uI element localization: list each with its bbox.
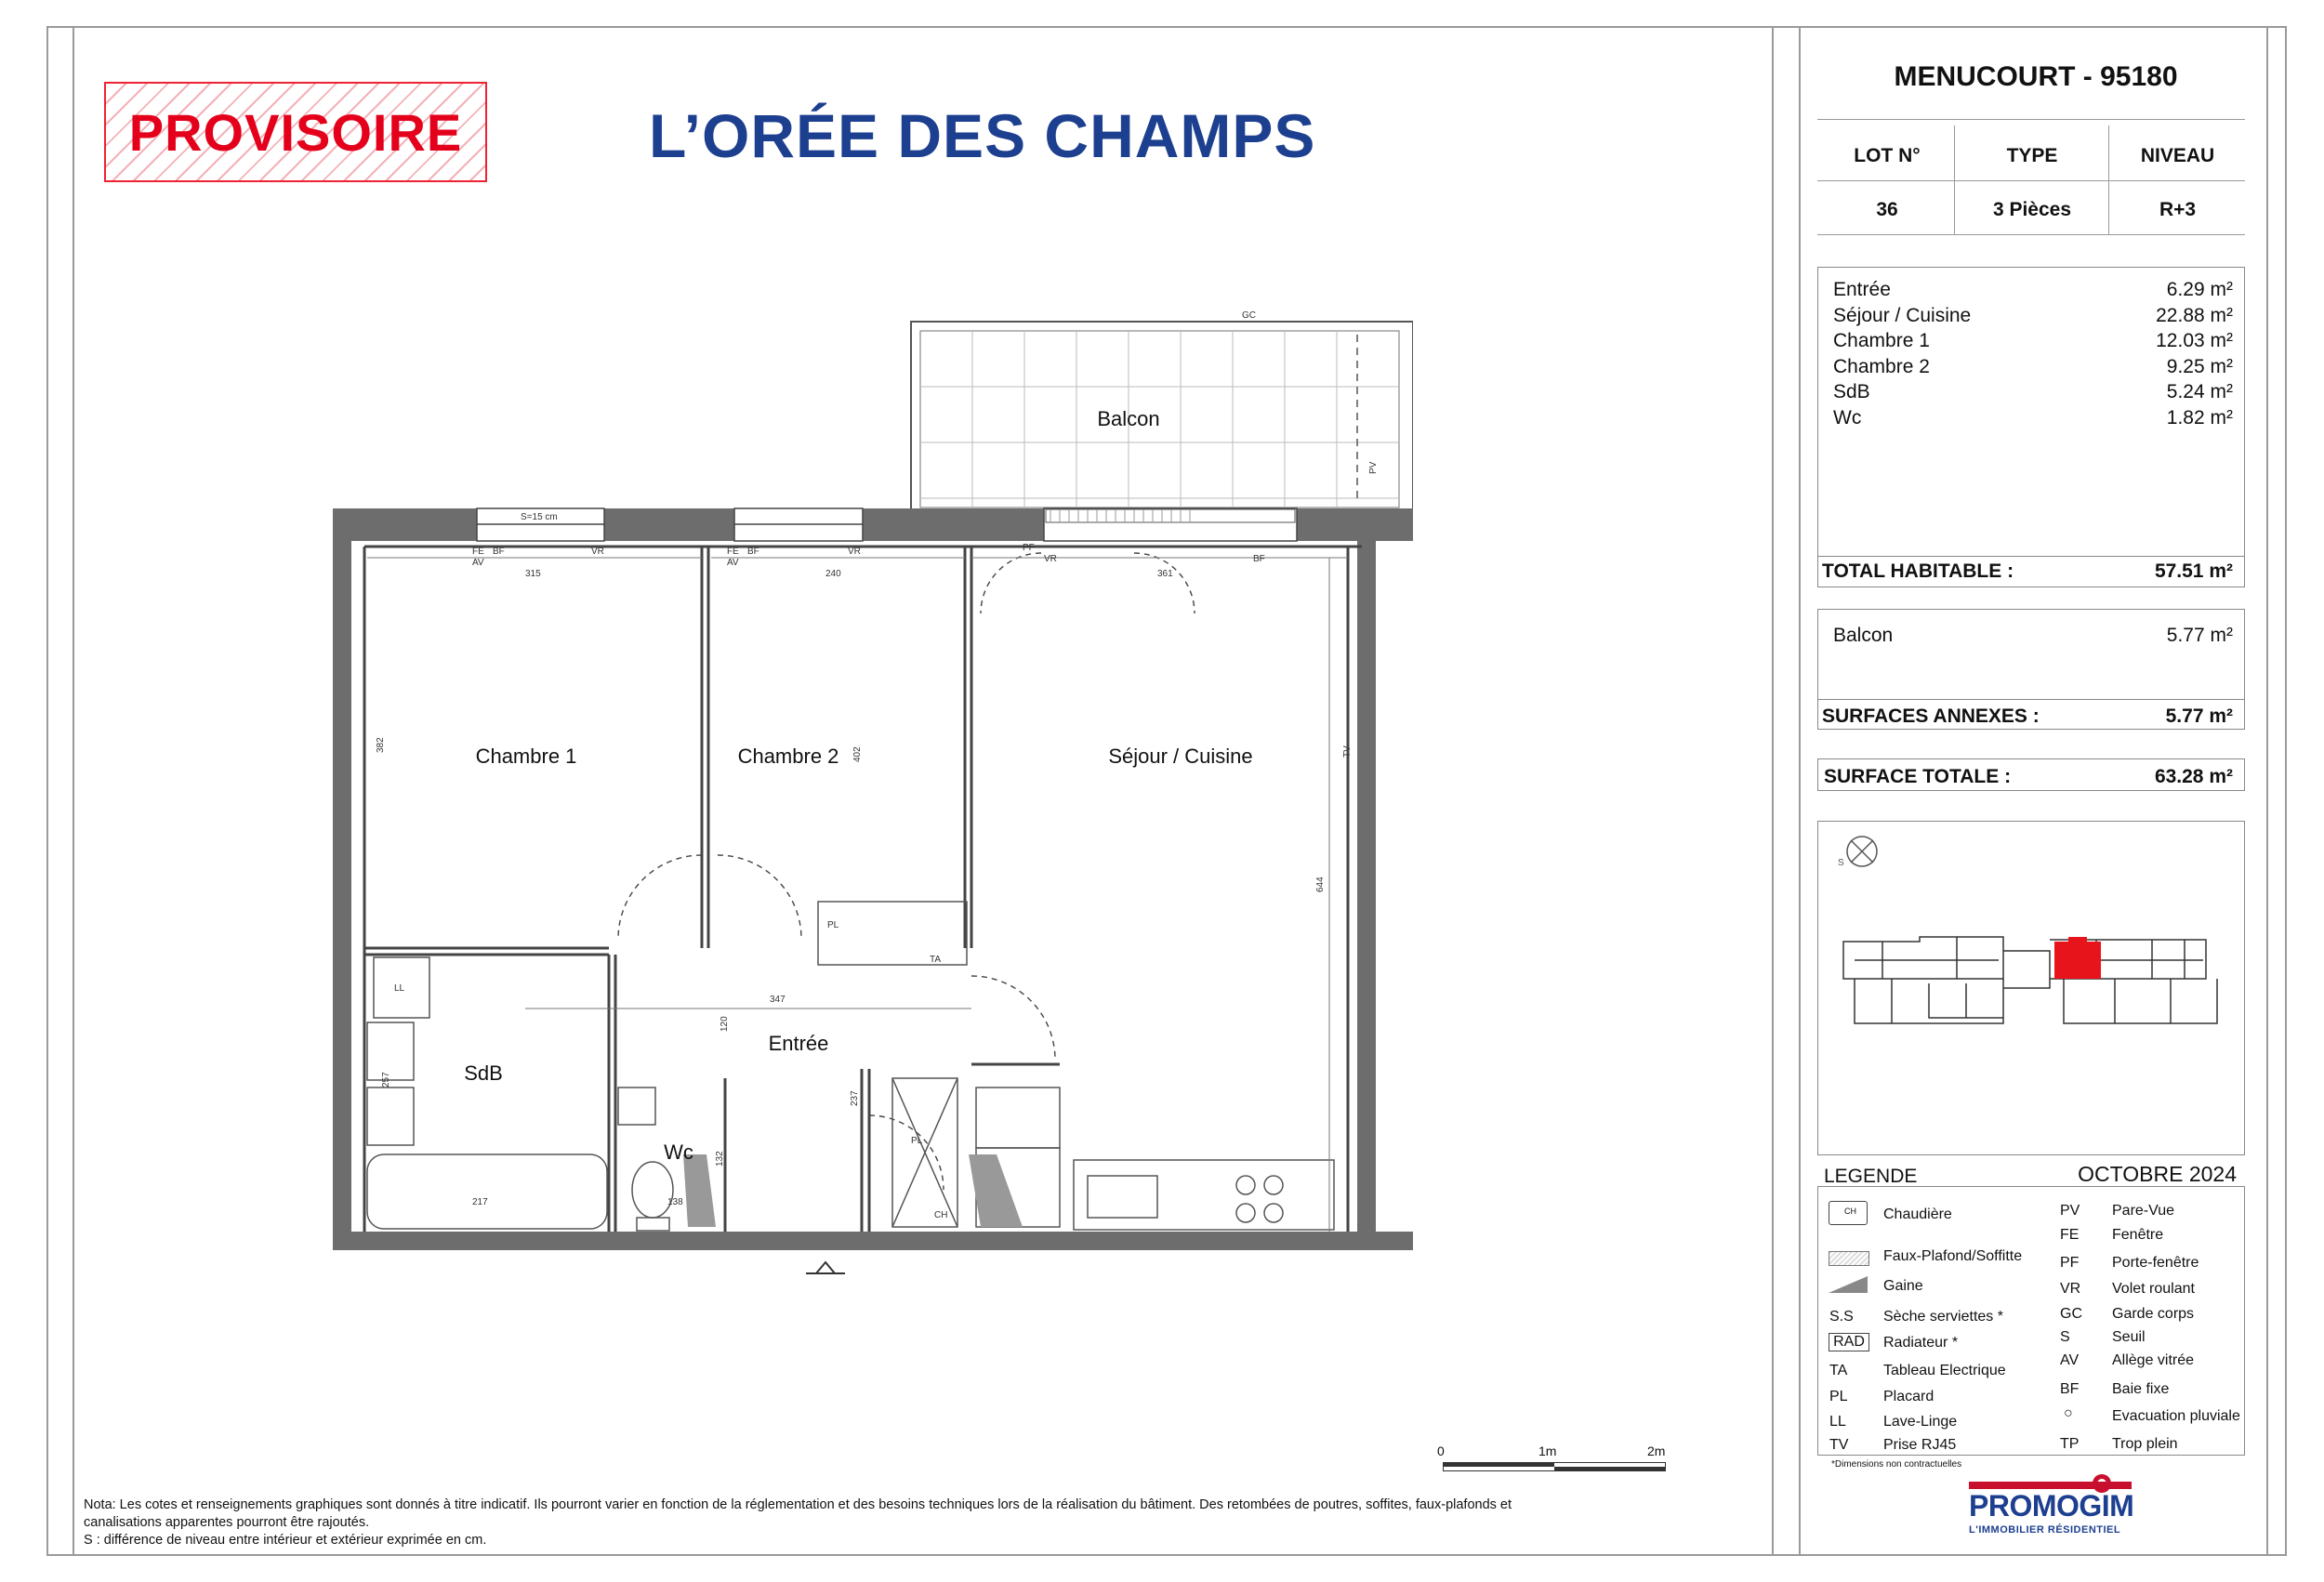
dimension: 217	[472, 1197, 488, 1207]
room-label-sejour: Séjour / Cuisine	[1108, 745, 1253, 768]
legend-code: GC	[2060, 1306, 2082, 1322]
vr-label: VR	[1044, 554, 1057, 564]
legend-code: TP	[2060, 1436, 2080, 1452]
ll-label: LL	[394, 983, 405, 994]
dimension-lines	[367, 558, 1348, 1232]
disclaimer-note	[84, 1496, 1757, 1549]
legend-label: Radiateur *	[1883, 1335, 1959, 1351]
pl-label: PL	[911, 1136, 923, 1146]
scale-bar	[1443, 1462, 1666, 1471]
legend-label: Porte-fenêtre	[2112, 1255, 2199, 1271]
legend-label: Trop plein	[2112, 1436, 2178, 1452]
room-label-chambre1: Chambre 1	[475, 745, 577, 768]
scale-label: 0	[1437, 1444, 1445, 1458]
room-name: Wc	[1833, 406, 1862, 428]
note-line: S : différence de niveau entre intérieur et extérieur exprimée en cm.	[84, 1533, 487, 1548]
annex-total-label: SURFACES ANNEXES :	[1822, 705, 2040, 727]
room-label-wc: Wc	[664, 1140, 693, 1164]
annex-name: Balcon	[1833, 625, 1894, 646]
annex-total-value: 5.77 m²	[2165, 705, 2233, 727]
legend-label: Pare-Vue	[2112, 1203, 2174, 1219]
interior-walls	[364, 547, 1362, 1232]
note-line: Nota: Les cotes et renseignements graphiques sont donnés à titre indicatif. Ils pourront varier en fonction de la réglementation et des besoins techniques lors de la réalisation du bâtiment. Des retombées de poutres, soffites, faux-plafonds et	[84, 1497, 1512, 1512]
legend-code: VR	[2060, 1281, 2081, 1297]
legend-label: Sèche serviettes *	[1883, 1309, 2003, 1325]
area-row	[1833, 330, 2233, 356]
legend-code: TA	[1829, 1363, 1848, 1378]
floor-plan	[316, 307, 1413, 1292]
level-value: R+3	[2159, 199, 2197, 220]
area-row	[1833, 407, 2233, 433]
vr-label: VR	[848, 547, 861, 557]
compass-icon	[1847, 837, 1877, 866]
legend-label: Gaine	[1883, 1278, 1923, 1294]
promogim-logo	[1969, 1474, 2132, 1539]
pv-label: PV	[1368, 461, 1379, 474]
legend-label: Seuil	[2112, 1329, 2146, 1345]
lot-highlight	[2054, 942, 2101, 979]
legend-label: Placard	[1883, 1389, 1934, 1404]
dimension: 138	[667, 1197, 683, 1207]
legend-label: Chaudière	[1883, 1206, 1952, 1222]
legend-label: Volet roulant	[2112, 1281, 2195, 1297]
area-row	[1833, 279, 2233, 305]
logo-name: PROMOGIM	[1969, 1489, 2134, 1523]
legend-date: OCTOBRE 2024	[2078, 1162, 2237, 1186]
legend-code: S.S	[1829, 1309, 1854, 1325]
divider	[1817, 119, 2245, 120]
column-divider	[1954, 125, 1955, 234]
entry-arrow-icon	[816, 1262, 835, 1273]
evacuation-icon: ○	[2064, 1405, 2073, 1421]
legend-label: Evacuation pluviale	[2112, 1408, 2240, 1424]
pl-label: PL	[827, 920, 839, 930]
gaine-shape	[683, 1154, 716, 1227]
dimension: 644	[1315, 877, 1326, 892]
room-name: SdB	[1833, 381, 1870, 402]
logo-bar	[1969, 1482, 2132, 1489]
gaine-icon	[1829, 1276, 1868, 1293]
room-area: 22.88 m²	[2156, 304, 2233, 326]
rooms-area-list	[1833, 279, 2233, 432]
door-swings	[618, 553, 1195, 1190]
dimension: 347	[770, 995, 786, 1005]
dimension: 240	[825, 569, 841, 579]
total-area-label: SURFACE TOTALE :	[1824, 766, 2012, 787]
legend-code: PL	[1829, 1389, 1848, 1404]
building-outline	[1843, 937, 2217, 1023]
gc-label: GC	[1242, 310, 1256, 321]
legend-code: LL	[1829, 1414, 1846, 1430]
lot-value: 36	[1876, 199, 1898, 220]
dimension: 361	[1157, 569, 1173, 579]
legend-code: PF	[2060, 1255, 2080, 1271]
legend-code: AV	[2060, 1352, 2080, 1368]
room-name: Séjour / Cuisine	[1833, 304, 1972, 326]
fixtures	[367, 902, 1334, 1231]
legend-label: Baie fixe	[2112, 1381, 2170, 1397]
lot-header: LOT N°	[1854, 145, 1921, 166]
av-label: AV	[472, 558, 484, 568]
room-label-balcon: Balcon	[1097, 407, 1160, 430]
chaudiere-icon	[1829, 1201, 1868, 1225]
provisional-stamp	[104, 82, 487, 182]
balcony	[911, 322, 1413, 514]
legend-label: Allège vitrée	[2112, 1352, 2195, 1368]
legend-code: BF	[2060, 1381, 2080, 1397]
ta-label: TA	[930, 955, 942, 965]
dimension: 402	[852, 746, 863, 762]
dimension: 237	[850, 1090, 860, 1106]
area-row	[1833, 305, 2233, 331]
legend-label: Fenêtre	[2112, 1227, 2164, 1243]
room-name: Entrée	[1833, 279, 1891, 300]
note-line: canalisations apparentes pourront être rajoutés.	[84, 1515, 370, 1530]
radiateur-code: RAD	[1829, 1333, 1869, 1351]
faux-plafond-icon	[1829, 1251, 1869, 1266]
room-label-chambre2: Chambre 2	[737, 745, 839, 768]
scale-label: 1m	[1538, 1444, 1557, 1458]
chaudiere-code: CH	[1844, 1206, 1856, 1216]
key-plan	[1817, 821, 2245, 1155]
seuil-label: S=15 cm	[521, 512, 558, 522]
dimension: 257	[381, 1072, 391, 1088]
legend-label: Tableau Electrique	[1883, 1363, 2006, 1378]
room-name: Chambre 2	[1833, 355, 1930, 377]
walls	[333, 508, 1413, 1250]
scale-label: 2m	[1647, 1444, 1666, 1458]
legend-code: S	[2060, 1329, 2070, 1345]
divider	[1817, 556, 2245, 557]
annex-area: 5.77 m²	[2166, 625, 2233, 646]
column-divider	[2108, 125, 2109, 234]
city-title: MENUCOURT - 95180	[1894, 61, 2178, 92]
divider	[1817, 699, 2245, 700]
project-title: L’ORÉE DES CHAMPS	[649, 101, 1316, 170]
room-area: 1.82 m²	[2166, 406, 2233, 428]
logo-tagline: L'IMMOBILIER RÉSIDENTIEL	[1969, 1524, 2121, 1536]
divider	[1817, 180, 2245, 181]
legend-label: Faux-Plafond/Soffitte	[1883, 1248, 2023, 1264]
vr-label: VR	[591, 547, 604, 557]
av-label: AV	[727, 558, 739, 568]
legend-footnote: *Dimensions non contractuelles	[1831, 1459, 1962, 1470]
divider	[1817, 234, 2245, 235]
fe-label: FE	[727, 547, 739, 557]
room-area: 5.24 m²	[2166, 381, 2233, 402]
pf-label: PF	[1023, 543, 1035, 553]
svg-text:S: S	[1838, 858, 1844, 868]
level-header: NIVEAU	[2140, 145, 2215, 166]
bf-label: BF	[493, 547, 505, 557]
room-label-entree: Entrée	[768, 1032, 829, 1055]
legend-title: LEGENDE	[1824, 1166, 1918, 1187]
room-area: 12.03 m²	[2156, 330, 2233, 351]
legend-code: PV	[2060, 1203, 2080, 1219]
legend-label: Lave-Linge	[1883, 1414, 1958, 1430]
total-habitable-label: TOTAL HABITABLE :	[1822, 560, 2014, 582]
ch-label: CH	[934, 1210, 948, 1220]
type-value: 3 Pièces	[1992, 199, 2072, 220]
scale-segment	[1444, 1463, 1554, 1467]
tv-label: TV	[1342, 745, 1353, 758]
stamp-text: PROVISOIRE	[128, 102, 463, 162]
dimension: 132	[715, 1151, 725, 1167]
legend-label: Garde corps	[2112, 1306, 2195, 1322]
dimension: 315	[525, 569, 541, 579]
fe-label: FE	[472, 547, 484, 557]
room-area: 6.29 m²	[2166, 279, 2233, 300]
dimension: 120	[720, 1016, 730, 1032]
room-label-sdb: SdB	[464, 1061, 503, 1085]
room-area: 9.25 m²	[2166, 355, 2233, 377]
legend-label: Prise RJ45	[1883, 1437, 1957, 1453]
area-row	[1833, 356, 2233, 382]
legend-code: TV	[1829, 1437, 1849, 1453]
total-area-value: 63.28 m²	[2154, 766, 2233, 787]
area-row	[1833, 381, 2233, 407]
dimension: 382	[376, 737, 386, 753]
type-header: TYPE	[2006, 145, 2058, 166]
room-name: Chambre 1	[1833, 330, 1930, 351]
scale-segment	[1554, 1467, 1665, 1470]
legend-code: FE	[2060, 1227, 2080, 1243]
total-habitable-value: 57.51 m²	[2154, 560, 2233, 582]
bf-label: BF	[1253, 554, 1265, 564]
bf-label: BF	[747, 547, 759, 557]
